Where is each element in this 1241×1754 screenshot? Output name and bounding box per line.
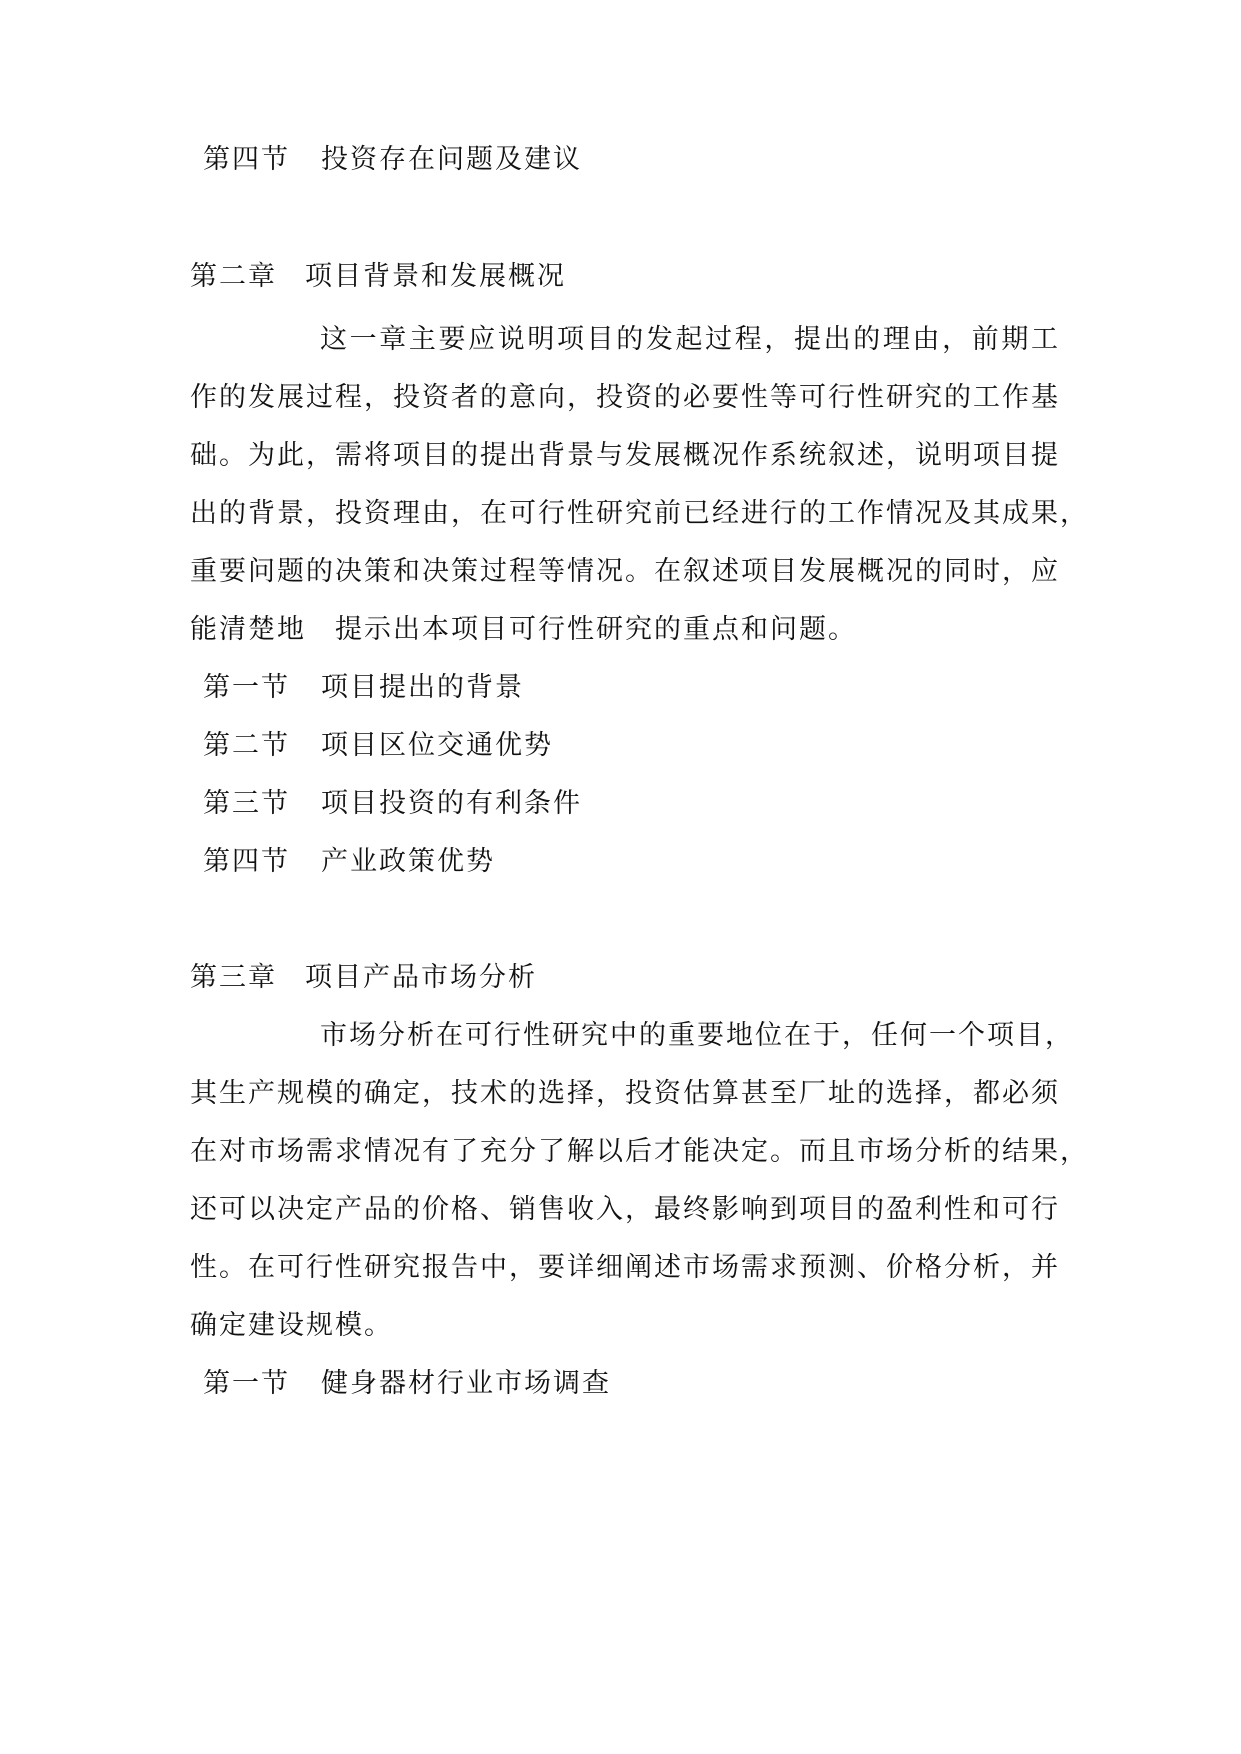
paragraph-line: 出的背景，投资理由，在可行性研究前已经进行的工作情况及其成果， xyxy=(190,498,1089,529)
section-title: 健身器材行业市场调查 xyxy=(321,1368,611,1399)
section-title: 项目投资的有利条件 xyxy=(321,788,582,819)
section-number: 第四节 xyxy=(203,144,290,175)
paragraph-line: 其生产规模的确定，技术的选择，投资估算甚至厂址的选择，都必须 xyxy=(190,1078,1060,1109)
section-title: 项目区位交通优势 xyxy=(321,730,553,761)
section-title: 投资存在问题及建议 xyxy=(321,144,582,175)
section-number: 第一节 xyxy=(203,672,290,703)
paragraph-line: 在对市场需求情况有了充分了解以后才能决定。而且市场分析的结果， xyxy=(190,1136,1089,1167)
paragraph-line: 确定建设规模。 xyxy=(190,1310,393,1341)
chapter-heading xyxy=(190,257,1060,297)
section-title: 项目提出的背景 xyxy=(321,672,524,703)
chapter-title: 项目产品市场分析 xyxy=(305,962,537,993)
section-heading xyxy=(203,668,1073,708)
chapter-title: 项目背景和发展概况 xyxy=(305,261,566,292)
chapter-heading xyxy=(190,958,1060,998)
paragraph-line: 础。为此，需将项目的提出背景与发展概况作系统叙述，说明项目提 xyxy=(190,440,1060,471)
section-heading xyxy=(203,784,1073,824)
chapter-number: 第二章 xyxy=(190,261,277,292)
section-number: 第四节 xyxy=(203,846,290,877)
paragraph-line: 这一章主要应说明项目的发起过程，提出的理由，前期工 xyxy=(320,324,1060,355)
section-number: 第三节 xyxy=(203,788,290,819)
paragraph-line: 性。在可行性研究报告中，要详细阐述市场需求预测、价格分析，并 xyxy=(190,1252,1060,1283)
chapter-number: 第三章 xyxy=(190,962,277,993)
section-number: 第二节 xyxy=(203,730,290,761)
paragraph-line: 作的发展过程，投资者的意向，投资的必要性等可行性研究的工作基 xyxy=(190,382,1060,413)
paragraph-line: 还可以决定产品的价格、销售收入，最终影响到项目的盈利性和可行 xyxy=(190,1194,1060,1225)
section-heading xyxy=(203,140,1073,180)
paragraph-line: 能清楚地 提示出本项目可行性研究的重点和问题。 xyxy=(190,614,857,645)
section-heading xyxy=(203,842,1073,882)
paragraph-line: 重要问题的决策和决策过程等情况。在叙述项目发展概况的同时，应 xyxy=(190,556,1060,587)
section-heading xyxy=(203,726,1073,766)
paragraph-line: 市场分析在可行性研究中的重要地位在于，任何一个项目， xyxy=(320,1020,1074,1051)
section-heading xyxy=(203,1364,1073,1404)
section-number: 第一节 xyxy=(203,1368,290,1399)
section-title: 产业政策优势 xyxy=(321,846,495,877)
